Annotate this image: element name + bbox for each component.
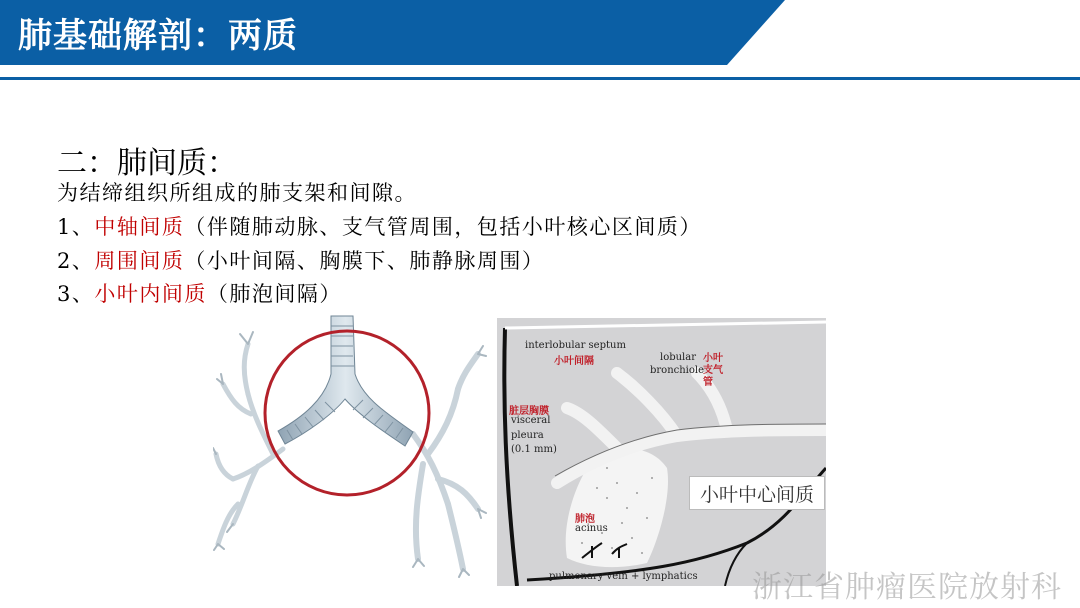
item-number: 3、 bbox=[57, 282, 95, 306]
item-term: 小叶内间质 bbox=[94, 282, 207, 306]
pleura-label: pleura bbox=[511, 430, 544, 441]
acinus-label: acinus bbox=[575, 523, 608, 534]
item-term: 中轴间质 bbox=[94, 215, 185, 239]
header-banner bbox=[0, 0, 785, 65]
section-heading: 二：肺间质： bbox=[57, 146, 237, 181]
bronchial-tree-image bbox=[213, 314, 490, 586]
lobule-diagram bbox=[497, 318, 826, 586]
list-item bbox=[57, 278, 342, 308]
item-number: 2、 bbox=[57, 249, 95, 273]
watermark: 浙江省肿瘤医院放射科 bbox=[752, 570, 1062, 605]
item-desc: （肺泡间隔） bbox=[206, 282, 342, 306]
interlobular-septum-label: interlobular septum bbox=[525, 340, 626, 351]
item-number: 1、 bbox=[57, 215, 95, 239]
header-divider bbox=[0, 65, 1080, 68]
bronchiole-label: bronchiole bbox=[650, 365, 705, 376]
lobular-label: lobular bbox=[660, 352, 697, 363]
item-term: 周围间质 bbox=[94, 249, 185, 273]
pleura-thickness-label: (0.1 mm) bbox=[511, 444, 557, 455]
pulmonary-vein-label: pulmonary vein + lymphatics bbox=[549, 571, 698, 582]
item-desc: （小叶间隔、胸膜下、肺静脉周围） bbox=[184, 249, 545, 273]
visceral-pleura-cn-label: 脏层胸膜 bbox=[509, 406, 549, 417]
definition-text: 为结缔组织所组成的肺支架和间隙。 bbox=[57, 181, 417, 205]
visceral-label: visceral bbox=[511, 415, 551, 426]
acinus-cn-label: 肺泡 bbox=[575, 514, 595, 525]
slide-title: 肺基础解剖：两质 bbox=[18, 16, 298, 56]
lobular-bronchiole-cn-label: 小叶支气管 bbox=[703, 353, 723, 388]
interlobular-septum-cn-label: 小叶间隔 bbox=[554, 356, 594, 367]
list-item bbox=[57, 211, 702, 241]
lobular-center-interstitium-label: 小叶中心间质 bbox=[689, 476, 825, 510]
list-item bbox=[57, 245, 544, 275]
item-desc: （伴随肺动脉、支气管周围，包括小叶核心区间质） bbox=[184, 215, 702, 239]
